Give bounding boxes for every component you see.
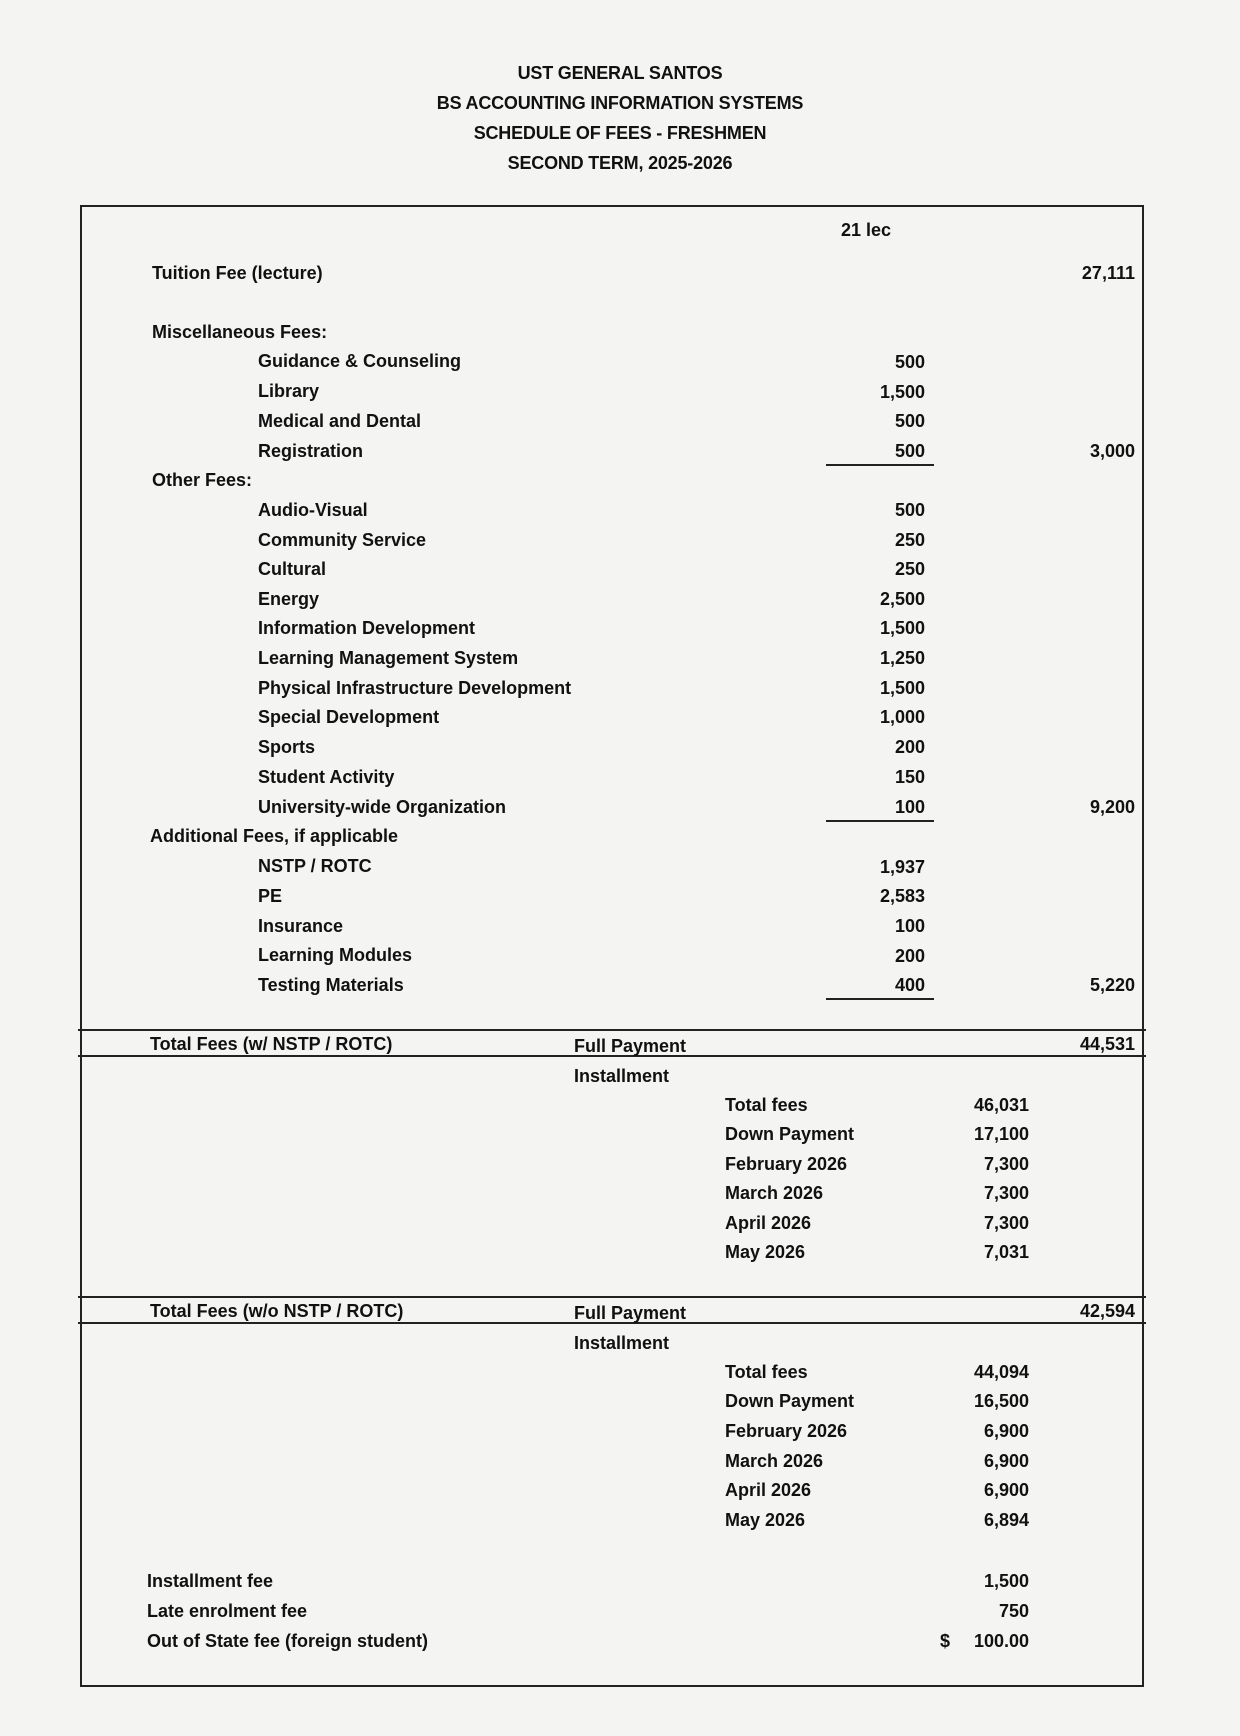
additional-item-amount: 400 (894, 975, 925, 995)
other-heading: Other Fees: (152, 470, 253, 490)
misc-heading: Miscellaneous Fees: (152, 322, 328, 342)
other-item-label: Audio-Visual (258, 500, 368, 520)
installment-row-label: February 2026 (725, 1421, 848, 1441)
installment-row-amount: 6,900 (983, 1451, 1029, 1471)
other-item-label: Physical Infrastructure Development (258, 678, 572, 698)
other-item-label: Energy (258, 589, 320, 609)
full-payment-amount: 42,594 (1079, 1301, 1135, 1321)
installment-row-amount: 6,900 (983, 1421, 1029, 1441)
document-title: SCHEDULE OF FEES - FRESHMEN (473, 123, 767, 143)
misc-item-amount: 500 (894, 352, 925, 372)
misc-item-amount: 500 (894, 441, 925, 461)
misc-item-amount: 1,500 (879, 382, 925, 402)
extra-fee-amount: 750 (998, 1601, 1029, 1621)
installment-row-amount: 7,300 (983, 1154, 1029, 1174)
other-item-label: Student Activity (258, 767, 395, 787)
installment-row-label: April 2026 (725, 1480, 812, 1500)
additional-item-label: Insurance (258, 916, 344, 936)
other-item-label: Learning Management System (258, 648, 519, 668)
extra-fee-amount: 1,500 (983, 1571, 1029, 1591)
additional-item-amount: 100 (894, 916, 925, 936)
additional-item-amount: 2,583 (879, 886, 925, 906)
misc-item-label: Guidance & Counseling (258, 351, 462, 371)
installment-row-amount: 7,031 (983, 1242, 1029, 1262)
installment-label: Installment (574, 1066, 670, 1086)
installment-row-label: May 2026 (725, 1242, 806, 1262)
installment-row-label: February 2026 (725, 1154, 848, 1174)
installment-row-amount: 46,031 (973, 1095, 1029, 1115)
school-name: UST GENERAL SANTOS (517, 63, 723, 83)
installment-row-amount: 17,100 (973, 1124, 1029, 1144)
installment-row-amount: 7,300 (983, 1183, 1029, 1203)
installment-row-amount: 44,094 (973, 1362, 1029, 1382)
other-item-label: Sports (258, 737, 316, 757)
additional-item-label: NSTP / ROTC (258, 856, 372, 876)
full-payment-label: Full Payment (574, 1303, 687, 1323)
additional-item-amount: 1,937 (879, 857, 925, 877)
additional-item-label: Learning Modules (258, 945, 413, 965)
misc-item-label: Registration (258, 441, 364, 461)
other-item-amount: 200 (894, 737, 925, 757)
tuition-total: 27,111 (1081, 263, 1135, 283)
units-label: 21 lec (841, 220, 892, 240)
other-item-amount: 1,000 (879, 707, 925, 727)
other-item-amount: 500 (894, 500, 925, 520)
additional-item-label: Testing Materials (258, 975, 404, 995)
other-item-amount: 100 (894, 797, 925, 817)
other-item-label: Information Development (258, 618, 476, 638)
other-item-amount: 250 (894, 530, 925, 550)
installment-row-label: Total fees (725, 1362, 808, 1382)
other-item-amount: 1,500 (879, 678, 925, 698)
program-name: BS ACCOUNTING INFORMATION SYSTEMS (436, 93, 804, 113)
other-item-label: Community Service (258, 530, 427, 550)
tuition-label: Tuition Fee (lecture) (152, 263, 323, 283)
extra-fee-label: Late enrolment fee (147, 1601, 308, 1621)
other-item-label: Cultural (258, 559, 327, 579)
installment-label: Installment (574, 1333, 670, 1353)
extra-fee-label: Installment fee (147, 1571, 274, 1591)
other-item-amount: 250 (894, 559, 925, 579)
extra-fee-amount: 100.00 (973, 1631, 1029, 1651)
other-item-amount: 1,250 (879, 648, 925, 668)
misc-item-label: Library (258, 381, 320, 401)
installment-row-label: March 2026 (725, 1451, 824, 1471)
additional-heading: Additional Fees, if applicable (150, 826, 399, 846)
misc-subtotal-rule (826, 464, 934, 466)
installment-row-label: April 2026 (725, 1213, 812, 1233)
currency-symbol: $ (940, 1631, 951, 1651)
misc-item-amount: 500 (894, 411, 925, 431)
additional-total: 5,220 (1089, 975, 1135, 995)
extra-fee-label: Out of State fee (foreign student) (147, 1631, 428, 1651)
other-item-amount: 150 (894, 767, 925, 787)
installment-row-label: May 2026 (725, 1510, 806, 1530)
additional-subtotal-rule (826, 998, 934, 1000)
other-item-label: Special Development (258, 707, 440, 727)
installment-row-amount: 16,500 (973, 1391, 1029, 1411)
installment-row-label: Total fees (725, 1095, 808, 1115)
other-total: 9,200 (1089, 797, 1135, 817)
total-without-nstp-label: Total Fees (w/o NSTP / ROTC) (150, 1301, 404, 1321)
other-item-amount: 1,500 (879, 618, 925, 638)
full-payment-label: Full Payment (574, 1036, 687, 1056)
additional-item-amount: 200 (894, 946, 925, 966)
other-item-amount: 2,500 (879, 589, 925, 609)
full-payment-amount: 44,531 (1079, 1034, 1135, 1054)
total-with-nstp-label: Total Fees (w/ NSTP / ROTC) (150, 1034, 393, 1054)
installment-row-label: March 2026 (725, 1183, 824, 1203)
term-label: SECOND TERM, 2025-2026 (507, 153, 733, 173)
additional-item-label: PE (258, 886, 283, 906)
installment-row-amount: 6,894 (983, 1510, 1029, 1530)
misc-item-label: Medical and Dental (258, 411, 422, 431)
installment-row-label: Down Payment (725, 1391, 855, 1411)
installment-row-amount: 7,300 (983, 1213, 1029, 1233)
other-item-label: University-wide Organization (258, 797, 507, 817)
installment-row-label: Down Payment (725, 1124, 855, 1144)
installment-row-amount: 6,900 (983, 1480, 1029, 1500)
other-subtotal-rule (826, 820, 934, 822)
misc-total: 3,000 (1089, 441, 1135, 461)
